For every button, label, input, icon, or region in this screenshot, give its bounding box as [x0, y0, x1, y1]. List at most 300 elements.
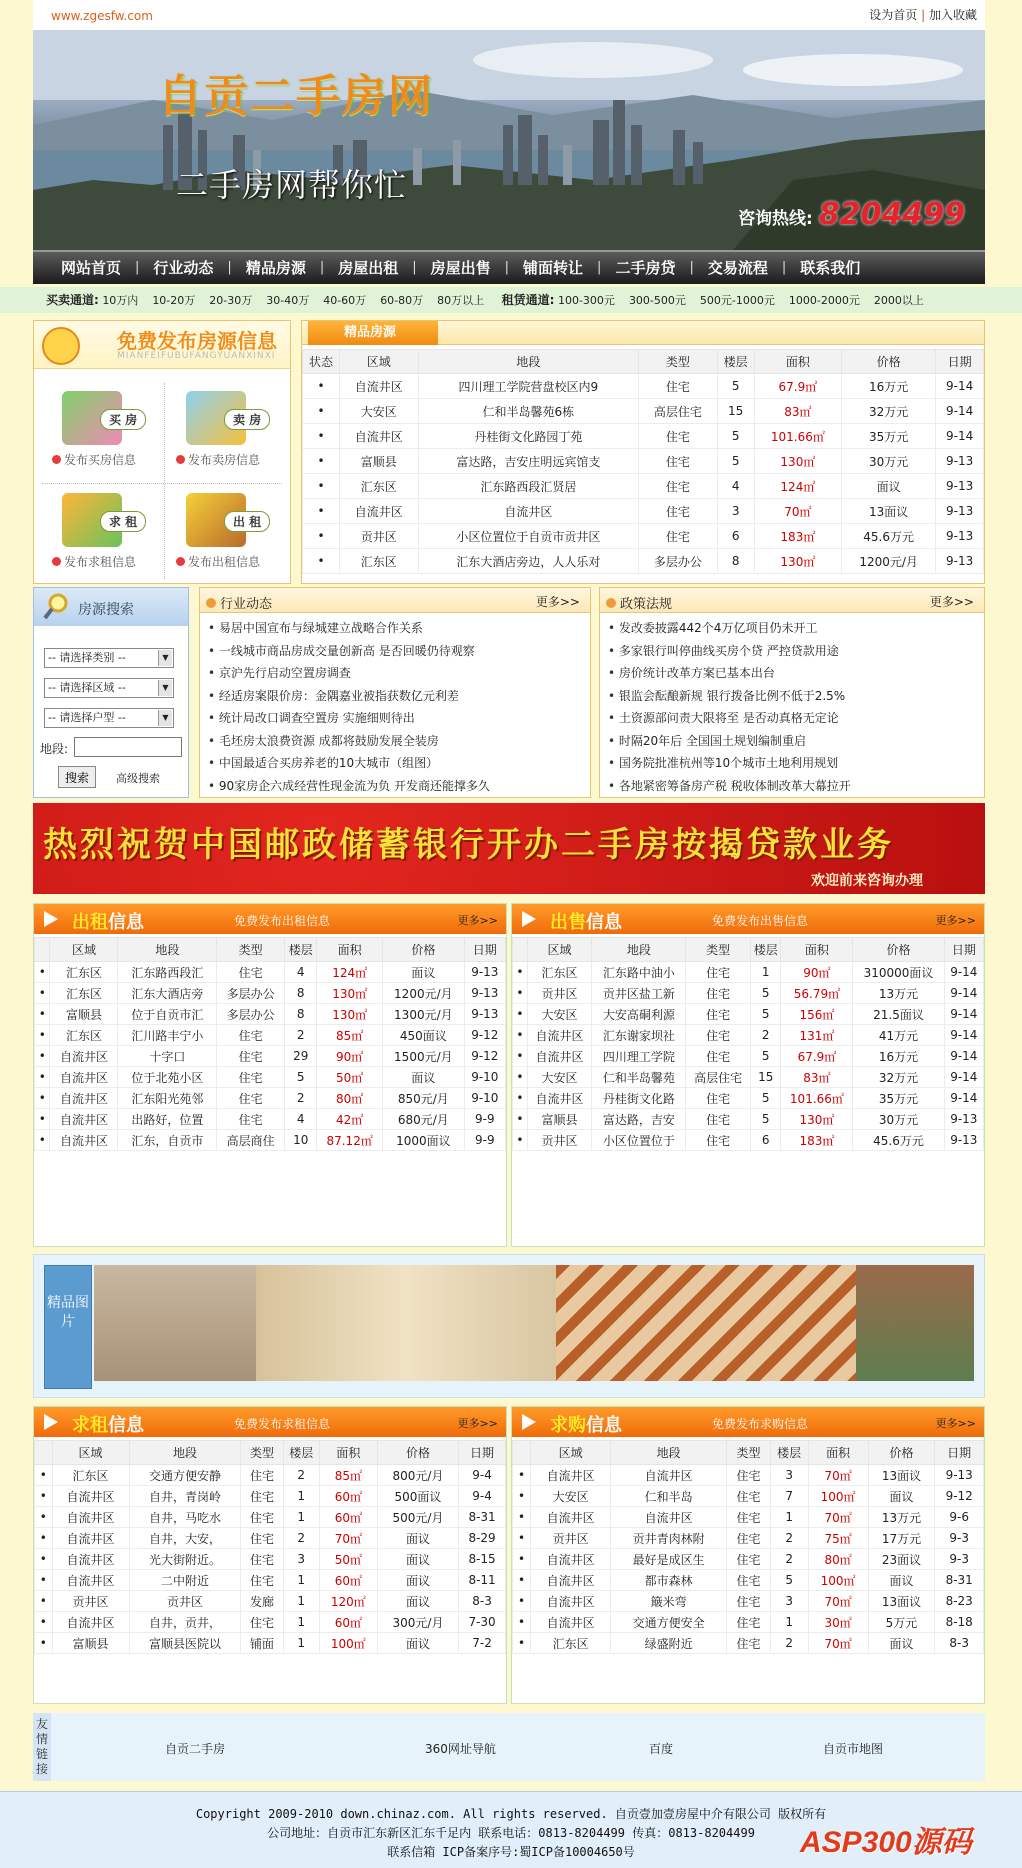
listing-cell: 9-13 — [936, 474, 984, 499]
listing-cell: 面议 — [868, 1486, 935, 1507]
listing-cell: 二中附近 — [129, 1570, 241, 1591]
listing-cell: 6 — [750, 1130, 781, 1151]
listing-cell: 汇东区 — [527, 962, 592, 983]
listing-cell: 富顺县医院以 — [129, 1633, 241, 1654]
listing-cell: 7 — [770, 1486, 808, 1507]
nav-rent-out[interactable]: 房屋出租 — [338, 259, 399, 277]
dropdown-arrow-icon: ▼ — [158, 710, 172, 726]
listing-row[interactable] — [35, 1109, 506, 1130]
listing-cell: 2 — [770, 1528, 808, 1549]
rent-range-link[interactable]: 300-500元 — [628, 294, 686, 307]
listing-cell: 汇东区 — [50, 983, 118, 1004]
want-buy-table — [512, 1440, 984, 1654]
policy-item[interactable]: • 房价统计改革方案已基本出台 — [608, 662, 984, 685]
listing-row[interactable] — [35, 1465, 506, 1486]
listing-cell: • — [35, 1570, 53, 1591]
quick-channels — [0, 287, 1022, 313]
news-item[interactable]: • 易居中国宣布与绿城建立战略合作关系 — [208, 617, 590, 640]
listing-cell: 130㎡ — [317, 983, 383, 1004]
listing-cell: • — [303, 449, 340, 474]
listing-cell: 自流井区 — [531, 1612, 611, 1633]
nav-separator: | — [689, 260, 694, 275]
want-rent-header — [34, 1407, 506, 1437]
want-rent-tag: 求 租 — [100, 511, 146, 532]
rent-range-link[interactable]: 2000以上 — [873, 294, 924, 307]
policy-item[interactable]: • 银监会酝酿新规 银行拨备比例不低于2.5% — [608, 685, 984, 708]
listing-row[interactable] — [303, 549, 984, 574]
banner-subtitle: 二手房网帮你忙 — [176, 166, 408, 204]
listing-cell: 8-23 — [935, 1591, 984, 1612]
listing-row[interactable] — [35, 1612, 506, 1633]
publish-title: 免费发布房源信息 — [117, 329, 277, 353]
listing-cell: 8-11 — [459, 1570, 506, 1591]
listing-cell: 交通方便安全 — [611, 1612, 727, 1633]
listing-row[interactable] — [303, 374, 984, 399]
listing-cell: 13面议 — [868, 1465, 935, 1486]
listing-cell: 自流井区 — [52, 1570, 129, 1591]
listing-row[interactable] — [303, 399, 984, 424]
news-item[interactable]: • 京沪先行启动空置房调查 — [208, 662, 590, 685]
sell-panel — [511, 903, 985, 1247]
want-rent-publish-link[interactable]: 免费发布求租信息 — [234, 1417, 331, 1431]
listing-cell: 2 — [283, 1528, 319, 1549]
listing-row[interactable] — [35, 1528, 506, 1549]
listing-cell: 70㎡ — [808, 1633, 868, 1654]
listing-cell: 自流井区 — [50, 1088, 118, 1109]
listing-cell: 面议 — [377, 1633, 458, 1654]
listing-cell: • — [513, 1130, 528, 1151]
listing-cell: 住宅 — [686, 962, 751, 983]
listing-cell: • — [303, 374, 340, 399]
listing-cell: 60㎡ — [319, 1507, 377, 1528]
footer-address: 公司地址：自贡市汇东新区汇东千足内 联系电话：0813-8204499 传真：0813-8204499 — [267, 1826, 755, 1840]
listing-cell: • — [513, 1549, 531, 1570]
listing-cell: • — [513, 1570, 531, 1591]
listing-row[interactable] — [513, 1465, 984, 1486]
listing-cell: 1 — [283, 1507, 319, 1528]
search-button[interactable]: 搜索 — [58, 766, 96, 788]
listing-cell: 100㎡ — [319, 1633, 377, 1654]
listing-cell: 9-13 — [936, 524, 984, 549]
listing-cell: 住宅 — [241, 1528, 283, 1549]
column-header: 价格 — [853, 938, 944, 962]
listing-cell: 32万元 — [842, 399, 936, 424]
policy-item[interactable]: • 发改委披露442个4万亿项目仍未开工 — [608, 617, 984, 640]
want-buy-more[interactable]: 更多>> — [935, 1417, 976, 1430]
listing-cell: 多层办公 — [217, 983, 285, 1004]
listing-cell: 13万元 — [868, 1507, 935, 1528]
layout-select[interactable]: -- 请选择户型 -- ▼ — [44, 708, 174, 728]
listing-cell: 住宅 — [217, 1088, 285, 1109]
listing-cell: 4 — [285, 1109, 317, 1130]
listing-cell: 50㎡ — [319, 1549, 377, 1570]
listing-row[interactable] — [513, 1088, 984, 1109]
listing-row[interactable] — [35, 1486, 506, 1507]
listing-row[interactable] — [35, 1507, 506, 1528]
listing-row[interactable] — [303, 449, 984, 474]
news-item[interactable]: • 经适房案限价房：金隅嘉业被指获数亿元利差 — [208, 685, 590, 708]
listing-cell: 9-12 — [464, 1046, 505, 1067]
publish-buy-link[interactable]: 发布买房信息 — [52, 451, 136, 468]
listing-row[interactable] — [35, 1046, 506, 1067]
listing-cell: 2 — [770, 1549, 808, 1570]
nav-featured[interactable]: 精品房源 — [245, 259, 306, 277]
listing-cell: 1 — [283, 1570, 319, 1591]
listing-cell: 高层住宅 — [686, 1067, 751, 1088]
location-input[interactable] — [74, 737, 182, 757]
publish-sell[interactable] — [166, 385, 284, 487]
listing-cell: 8-3 — [459, 1591, 506, 1612]
news-item[interactable]: • 毛坯房太浪费资源 成都将鼓励发展全装房 — [208, 730, 590, 753]
listing-row[interactable] — [35, 1067, 506, 1088]
listing-cell: 70㎡ — [319, 1528, 377, 1549]
listing-cell: 自流井区 — [50, 1046, 118, 1067]
listing-cell: 15 — [750, 1067, 781, 1088]
listing-cell: 5 — [750, 983, 781, 1004]
listing-cell: 5万元 — [868, 1612, 935, 1633]
listing-cell: 发廊 — [241, 1591, 283, 1612]
listing-cell: 贡井区 — [340, 524, 419, 549]
listing-row[interactable] — [303, 474, 984, 499]
policy-item[interactable]: • 各地紧密筹备房产税 税收体制改革大幕拉开 — [608, 775, 984, 798]
nav-separator: | — [319, 260, 325, 275]
listing-cell: 自流井区 — [611, 1507, 727, 1528]
listing-row[interactable] — [35, 1025, 506, 1046]
listing-cell: 汇东，自贡市 — [118, 1130, 217, 1151]
friend-link[interactable]: 百度 — [649, 1742, 674, 1756]
listing-cell: 1200元/月 — [842, 549, 936, 574]
bullet-icon — [606, 598, 616, 608]
listing-cell: 8-31 — [935, 1570, 984, 1591]
location-label: 地段: — [40, 742, 69, 756]
listing-cell: 十字口 — [118, 1046, 217, 1067]
listing-row[interactable] — [513, 962, 984, 983]
listing-cell: 183㎡ — [781, 1130, 853, 1151]
gallery-image[interactable] — [556, 1265, 856, 1381]
column-header: 日期 — [459, 1441, 506, 1465]
listing-cell: 450面议 — [383, 1025, 465, 1046]
listing-row[interactable] — [35, 1570, 506, 1591]
column-header: 面积 — [808, 1441, 868, 1465]
nav-process[interactable]: 交易流程 — [707, 259, 768, 277]
gallery-image[interactable] — [856, 1265, 974, 1381]
listing-cell: 富达路，吉安 — [592, 1109, 686, 1130]
listing-row[interactable] — [303, 499, 984, 524]
listing-cell: 9-13 — [464, 983, 505, 1004]
listing-cell: 131㎡ — [781, 1025, 853, 1046]
listing-row[interactable] — [513, 1025, 984, 1046]
listing-row[interactable] — [513, 1570, 984, 1591]
publish-sell-link[interactable]: 发布卖房信息 — [176, 451, 260, 468]
listing-cell: 住宅 — [686, 1088, 751, 1109]
rent-out-more[interactable]: 更多>> — [457, 914, 498, 927]
listing-cell: 35万元 — [853, 1088, 944, 1109]
advanced-search-link[interactable]: 高级搜索 — [116, 772, 160, 785]
friend-link[interactable]: 自贡二手房 — [165, 1742, 226, 1756]
listing-cell: • — [35, 1465, 53, 1486]
ad-banner[interactable] — [33, 803, 985, 894]
listing-cell: 2 — [750, 1025, 781, 1046]
listing-cell: 8-15 — [459, 1549, 506, 1570]
listing-cell: 1300元/月 — [383, 1004, 465, 1025]
listing-cell: 9-10 — [464, 1088, 505, 1109]
buy-range-link[interactable]: 20-30万 — [209, 294, 253, 307]
gallery-image[interactable] — [94, 1265, 256, 1381]
nav-separator: | — [135, 260, 140, 275]
column-header: 类型 — [217, 938, 285, 962]
news-item[interactable]: • 90家房企六成经营性现金流为负 开发商还能撑多久 — [208, 775, 590, 798]
listing-cell: 2 — [285, 1025, 317, 1046]
listing-cell: 9-14 — [944, 1088, 983, 1109]
bullet-icon — [206, 598, 216, 608]
sell-tag: 卖 房 — [224, 409, 270, 430]
buy-range-link[interactable]: 30-40万 — [266, 294, 310, 307]
listing-cell: 住宅 — [727, 1528, 771, 1549]
listing-cell: 位于自贡市汇 — [118, 1004, 217, 1025]
listing-cell: 住宅 — [727, 1486, 771, 1507]
nav-separator: | — [412, 260, 417, 275]
want-rent-more[interactable]: 更多>> — [457, 1417, 498, 1430]
publish-rent-out[interactable] — [166, 487, 284, 589]
listing-cell: 交通方便安静 — [129, 1465, 241, 1486]
listing-cell: 17万元 — [868, 1528, 935, 1549]
sell-publish-link[interactable]: 免费发布出售信息 — [712, 914, 809, 928]
policy-item[interactable]: • 国务院批准杭州等10个城市土地利用规划 — [608, 752, 984, 775]
listing-cell: 9-13 — [936, 549, 984, 574]
listing-row[interactable] — [513, 1507, 984, 1528]
friend-link[interactable]: 360网址导航 — [425, 1742, 496, 1756]
listing-cell: 面议 — [377, 1528, 458, 1549]
column-header — [35, 938, 50, 962]
rent-out-header — [34, 904, 506, 934]
policy-list — [600, 613, 984, 797]
category-select[interactable]: -- 请选择类别 -- ▼ — [44, 648, 174, 668]
listing-row[interactable] — [35, 962, 506, 983]
nav-loan[interactable]: 二手房贷 — [615, 259, 676, 277]
listing-row[interactable] — [35, 1004, 506, 1025]
listing-row[interactable] — [303, 424, 984, 449]
listing-cell: 丹桂街文化路园丁苑 — [418, 424, 639, 449]
listing-cell: 3 — [283, 1549, 319, 1570]
gallery-image[interactable] — [256, 1265, 556, 1381]
column-header: 日期 — [935, 1441, 984, 1465]
top-links-separator: | — [921, 8, 926, 22]
publish-want-rent-link[interactable]: 发布求租信息 — [52, 553, 136, 570]
listing-cell: 大安区 — [340, 399, 419, 424]
news-item[interactable]: • 统计局改口调查空置房 实施细则待出 — [208, 707, 590, 730]
rent-out-publish-link[interactable]: 免费发布出租信息 — [234, 914, 331, 928]
rent-range-link[interactable]: 1000-2000元 — [788, 294, 860, 307]
listing-row[interactable] — [35, 983, 506, 1004]
industry-news-title: 行业动态 — [220, 597, 273, 612]
listing-row[interactable] — [35, 1130, 506, 1151]
policy-item[interactable]: • 多家银行叫停曲线买房个贷 严控贷款用途 — [608, 640, 984, 663]
listing-row[interactable] — [513, 1612, 984, 1633]
news-item[interactable]: • 一线城市商品房成交量创新高 是否回暖仍待观察 — [208, 640, 590, 663]
listing-cell: 自流井区 — [531, 1507, 611, 1528]
listing-cell: 9-14 — [944, 1004, 983, 1025]
area-select[interactable]: -- 请选择区域 -- ▼ — [44, 678, 174, 698]
listing-cell: 5 — [770, 1570, 808, 1591]
column-header — [513, 1441, 531, 1465]
listing-cell: 5 — [750, 1109, 781, 1130]
listing-cell: 簸米弯 — [611, 1591, 727, 1612]
industry-news-more[interactable]: 更多>> — [535, 595, 580, 609]
listing-cell: 680元/月 — [383, 1109, 465, 1130]
listing-cell: 30㎡ — [808, 1612, 868, 1633]
industry-news-list — [200, 613, 590, 797]
listing-cell: 8 — [285, 1004, 317, 1025]
publish-panel — [33, 320, 291, 584]
listing-cell: 住宅 — [639, 524, 718, 549]
listing-cell: 仁和半岛馨苑 — [592, 1067, 686, 1088]
buy-range-link[interactable]: 10-20万 — [152, 294, 196, 307]
listing-cell: 住宅 — [241, 1507, 283, 1528]
sell-header — [512, 904, 984, 934]
listing-row[interactable] — [35, 1088, 506, 1109]
listing-row[interactable] — [513, 1046, 984, 1067]
set-home-link[interactable]: 设为首页 — [869, 8, 918, 22]
listing-cell: 800元/月 — [377, 1465, 458, 1486]
listing-cell: 9-9 — [464, 1130, 505, 1151]
listing-cell: 10 — [285, 1130, 317, 1151]
listing-cell: 高层商住 — [217, 1130, 285, 1151]
nav-contact[interactable]: 联系我们 — [800, 259, 861, 277]
publish-rent-out-link[interactable]: 发布出租信息 — [176, 553, 260, 570]
listing-row[interactable] — [513, 1067, 984, 1088]
friend-links-tag: 友情链接 — [33, 1713, 51, 1781]
listing-cell: 9-13 — [944, 1109, 983, 1130]
listing-cell: 住宅 — [241, 1465, 283, 1486]
publish-buy[interactable] — [42, 385, 160, 487]
listing-row[interactable] — [513, 1486, 984, 1507]
listing-cell: 大安区 — [527, 1004, 592, 1025]
want-rent-title: 求租信息 — [72, 1415, 144, 1436]
listing-cell: 3 — [770, 1465, 808, 1486]
rent-range-link[interactable]: 500元-1000元 — [699, 294, 775, 307]
hotline — [738, 197, 965, 232]
listing-row[interactable] — [513, 983, 984, 1004]
listing-cell: 5 — [717, 424, 754, 449]
listing-cell: 自流井区 — [527, 1025, 592, 1046]
listing-cell: • — [513, 1507, 531, 1528]
col-location: 地段 — [418, 350, 639, 374]
listing-cell: • — [35, 962, 50, 983]
listing-cell: 9-3 — [935, 1528, 984, 1549]
nav-home[interactable]: 网站首页 — [61, 259, 122, 277]
column-header: 楼层 — [283, 1441, 319, 1465]
listing-cell: 大安区 — [531, 1486, 611, 1507]
footer-icp[interactable]: 联系信箱 ICP备案序号:蜀ICP备10004650号 — [387, 1845, 635, 1859]
listing-row[interactable] — [35, 1633, 506, 1654]
listing-row[interactable] — [513, 1109, 984, 1130]
nav-sell[interactable]: 房屋出售 — [430, 259, 491, 277]
ad-subtext: 欢迎前来咨询办理 — [811, 873, 923, 889]
bookmark-link[interactable]: 加入收藏 — [928, 8, 977, 22]
listing-cell: 光大街附近。 — [129, 1549, 241, 1570]
listing-cell: 自流井区 — [340, 374, 419, 399]
column-header: 面积 — [781, 938, 853, 962]
listing-cell: 小区位置位于 — [592, 1130, 686, 1151]
listing-row[interactable] — [513, 1004, 984, 1025]
listing-row[interactable] — [513, 1591, 984, 1612]
friend-link[interactable]: 自贡市地图 — [823, 1742, 884, 1756]
column-header — [513, 938, 528, 962]
listing-cell: 贡井区 — [129, 1591, 241, 1612]
listing-row[interactable] — [513, 1633, 984, 1654]
buy-range-link[interactable]: 10万内 — [102, 294, 139, 307]
site-url-link[interactable]: www.zgesfw.com — [51, 9, 153, 23]
policy-item[interactable]: • 时隔20年后 全国国土规划编制重启 — [608, 730, 984, 753]
listing-row[interactable] — [303, 524, 984, 549]
listing-cell: 70㎡ — [808, 1465, 868, 1486]
listing-cell: 9-14 — [936, 374, 984, 399]
listing-row[interactable] — [35, 1591, 506, 1612]
listing-row[interactable] — [513, 1130, 984, 1151]
gallery-tag: 精品图片 — [44, 1265, 92, 1389]
listing-cell: 45.6万元 — [842, 524, 936, 549]
listing-row[interactable] — [513, 1528, 984, 1549]
listing-cell: 60㎡ — [319, 1570, 377, 1591]
rent-range-link[interactable]: 100-300元 — [557, 294, 615, 307]
listing-cell: 6 — [717, 524, 754, 549]
listing-cell: 富顺县 — [340, 449, 419, 474]
listing-cell: 住宅 — [727, 1591, 771, 1612]
policy-item[interactable]: • 土资源部问责大限将至 是否动真格无定论 — [608, 707, 984, 730]
buy-range-link[interactable]: 40-60万 — [323, 294, 367, 307]
listing-cell: 汇东区 — [340, 549, 419, 574]
nav-shop-transfer[interactable]: 铺面转让 — [523, 259, 584, 277]
listing-cell: 35万元 — [842, 424, 936, 449]
listing-cell: 75㎡ — [808, 1528, 868, 1549]
publish-want-rent[interactable] — [42, 487, 160, 589]
listing-row[interactable] — [513, 1549, 984, 1570]
red-dot-icon — [52, 557, 61, 566]
arrow-icon — [44, 911, 58, 927]
listing-cell: • — [35, 1025, 50, 1046]
listing-cell: 自流井区 — [527, 1088, 592, 1109]
want-rent-table — [34, 1440, 506, 1654]
buy-range-link[interactable]: 80万以上 — [437, 294, 485, 307]
listing-cell: 住宅 — [217, 1109, 285, 1130]
listing-cell: • — [303, 474, 340, 499]
nav-industry[interactable]: 行业动态 — [153, 259, 214, 277]
policy-more[interactable]: 更多>> — [929, 595, 974, 609]
listing-row[interactable] — [35, 1549, 506, 1570]
column-header: 价格 — [868, 1441, 935, 1465]
listing-cell: 130㎡ — [317, 1004, 383, 1025]
want-buy-publish-link[interactable]: 免费发布求购信息 — [712, 1417, 809, 1431]
col-type: 类型 — [639, 350, 718, 374]
main-nav — [33, 250, 985, 284]
listing-cell: 310000面议 — [853, 962, 944, 983]
buy-range-link[interactable]: 60-80万 — [380, 294, 424, 307]
listing-cell: 自井，大安， — [129, 1528, 241, 1549]
featured-header — [302, 321, 984, 345]
sell-more[interactable]: 更多>> — [935, 914, 976, 927]
listing-cell: 83㎡ — [781, 1067, 853, 1088]
listing-cell: 自流井区 — [50, 1130, 118, 1151]
listing-cell: 9-13 — [935, 1465, 984, 1486]
listing-cell: 60㎡ — [319, 1486, 377, 1507]
listing-cell: 汇东区 — [52, 1465, 129, 1486]
listing-cell: 67.9㎡ — [781, 1046, 853, 1067]
listing-cell: 住宅 — [241, 1549, 283, 1570]
news-item[interactable]: • 中国最适合买房养老的10大城市（组图） — [208, 752, 590, 775]
listing-cell: 住宅 — [727, 1570, 771, 1591]
divider — [164, 383, 165, 579]
divider — [42, 483, 282, 484]
